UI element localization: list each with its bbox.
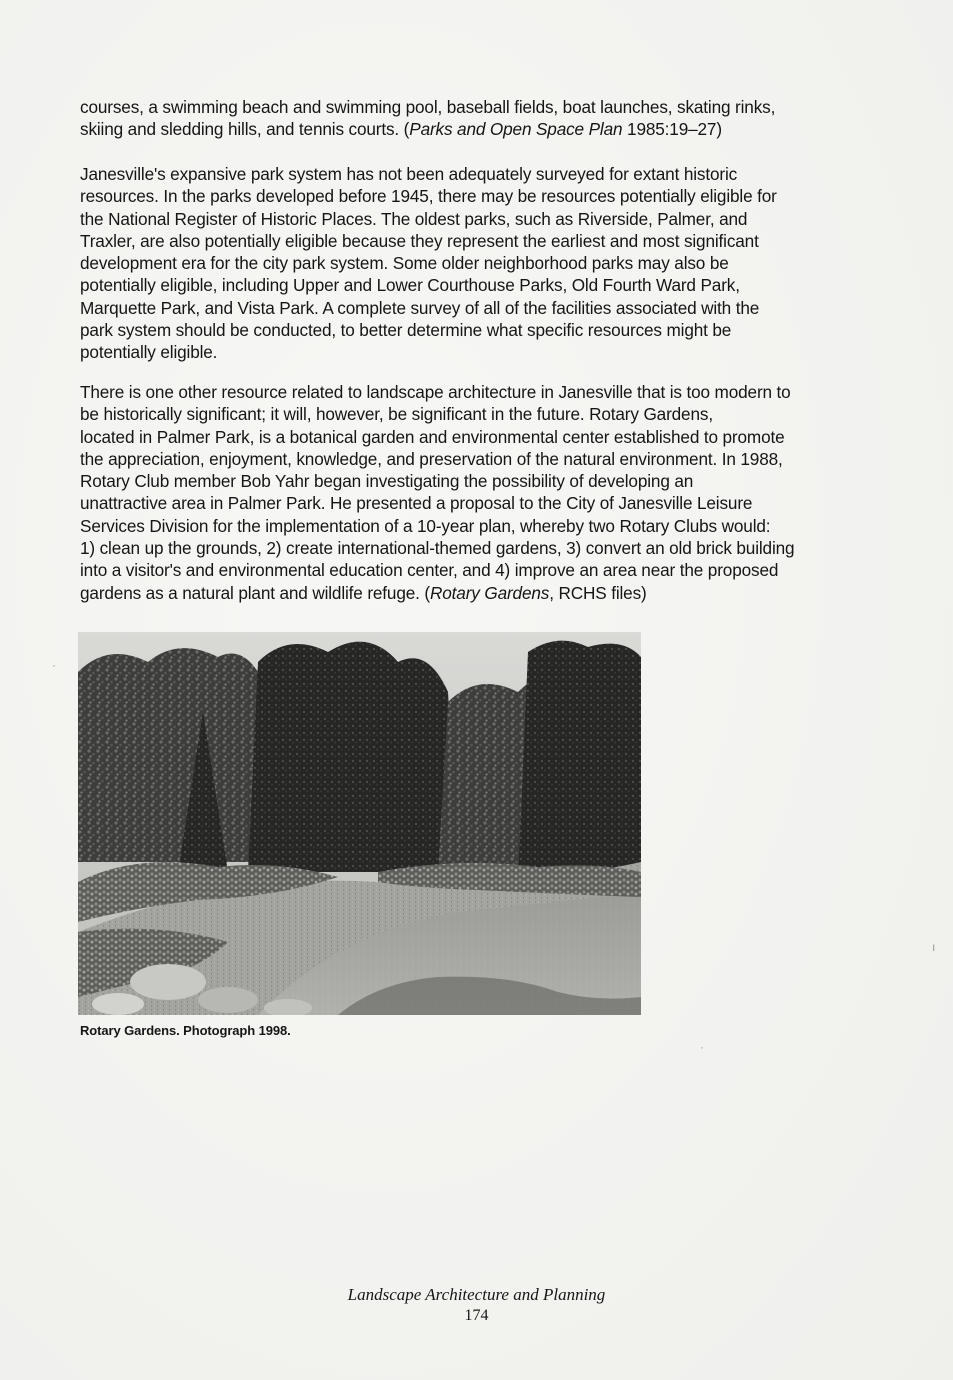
citation-title: Rotary Gardens	[430, 582, 550, 603]
text-line: development era for the city park system. Some older neighborhood parks may also be	[80, 253, 729, 274]
text-line: Services Division for the implementation of a 10-year plan, whereby two Rotary Clubs would:	[80, 515, 771, 536]
text-fragment: skiing and sledding hills, and tennis courts. (	[80, 119, 410, 140]
text-line: Marquette Park, and Vista Park. A complete survey of all of the facilities associated with the	[80, 297, 760, 318]
citation-detail: 1985:19–27)	[622, 119, 722, 140]
text-line: be historically significant; it will, however, be significant in the future. Rotary Gardens,	[80, 404, 713, 425]
text-line	[80, 118, 880, 140]
text-line: Rotary Club member Bob Yahr began investigating the possibility of developing an	[80, 471, 694, 492]
text-line: potentially eligible, including Upper and Lower Courthouse Parks, Old Fourth Ward Park,	[80, 275, 740, 296]
text-line: courses, a swimming beach and swimming pool, baseball fields, boat launches, skating rinks,	[80, 97, 776, 117]
photo-caption: Rotary Gardens. Photograph 1998.	[80, 1023, 291, 1038]
scan-speck: ·	[700, 1040, 704, 1054]
text-line: 1) clean up the grounds, 2) create international-themed gardens, 3) convert an old brick building	[80, 538, 795, 559]
text-fragment: gardens as a natural plant and wildlife refuge. (	[80, 582, 430, 603]
citation-title: Parks and Open Space Plan	[409, 119, 623, 140]
page-footer-title: Landscape Architecture and Planning	[347, 1285, 606, 1304]
text-line	[80, 582, 880, 604]
text-line: unattractive area in Palmer Park. He presented a proposal to the City of Janesville Leisure	[80, 493, 753, 514]
text-line: potentially eligible.	[80, 342, 218, 363]
text-line: There is one other resource related to landscape architecture in Janesville that is too modern to	[80, 382, 791, 402]
scan-speck: ı	[932, 940, 936, 954]
paragraph-park-survey	[80, 163, 880, 364]
citation-detail: , RCHS files)	[549, 582, 647, 603]
text-line: Traxler, are also potentially eligible because they represent the earliest and most significant	[80, 230, 759, 251]
page-number: 174	[464, 1307, 489, 1324]
text-line: into a visitor's and environmental education center, and 4) improve an area near the proposed	[80, 560, 779, 581]
paragraph-rotary-gardens	[80, 381, 880, 604]
rotary-gardens-photograph	[78, 632, 641, 1015]
text-line: located in Palmer Park, is a botanical garden and environmental center established to promote	[80, 426, 785, 447]
text-line: park system should be conducted, to better determine what specific resources might be	[80, 320, 732, 341]
text-line: Janesville's expansive park system has not been adequately surveyed for extant historic	[80, 164, 738, 184]
text-line: the National Register of Historic Places. The oldest parks, such as Riverside, Palmer, and	[80, 208, 748, 229]
text-line: the appreciation, enjoyment, knowledge, and preservation of the natural environment. In 1988,	[80, 448, 783, 469]
scan-speck: ·	[52, 658, 56, 672]
text-line: resources. In the parks developed before 1945, there may be resources potentially eligible for	[80, 186, 777, 207]
paragraph-recreation-facilities	[80, 96, 880, 141]
